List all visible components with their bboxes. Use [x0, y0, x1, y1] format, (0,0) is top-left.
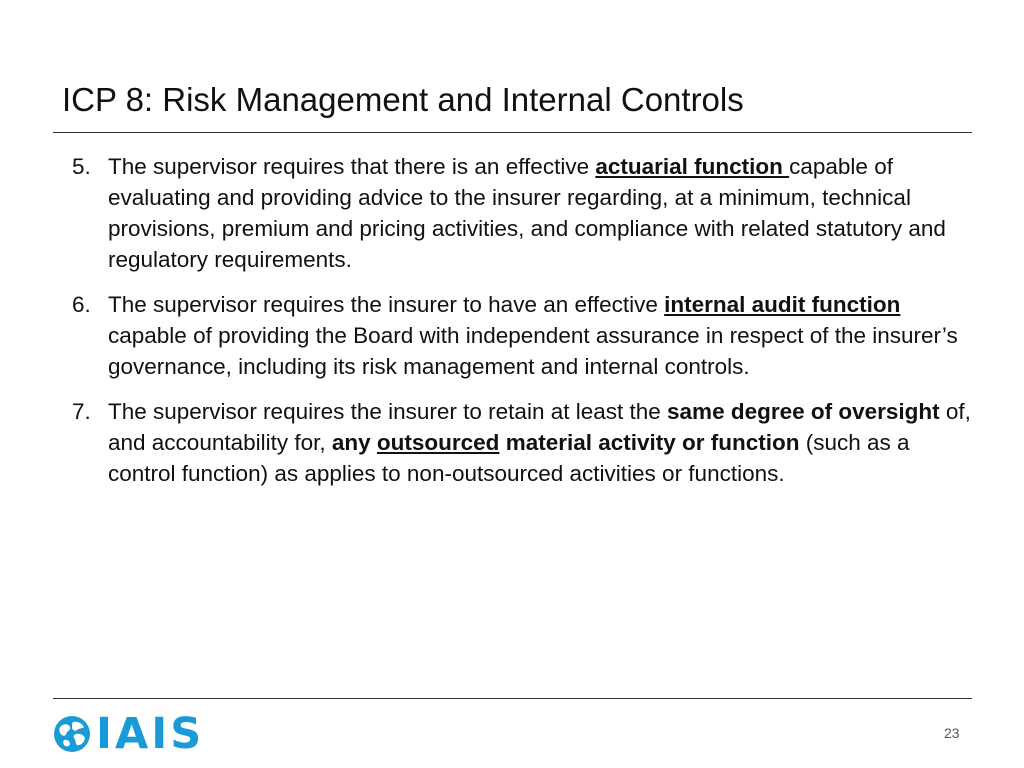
- item-text: capable of evaluating and providing advice to the insurer regarding, at a minimum, technical provisions, premium and pricing activities, and compliance with related statutory and regulatory requirements.: [108, 154, 946, 272]
- logo-text: IAIS: [96, 709, 205, 759]
- item-text: of, and accountability for,: [108, 399, 971, 455]
- item-text: The supervisor requires the insurer to have an effective: [108, 292, 665, 317]
- page-number: 23: [944, 725, 960, 741]
- item-emphasis: any: [331, 430, 377, 455]
- item-text: (such as a control function) as applies to non-outsourced activities or functions.: [108, 430, 910, 486]
- item-number: 6.: [72, 292, 91, 317]
- item-text: The supervisor requires the insurer to retain at least the: [108, 399, 668, 424]
- item-number: 7.: [72, 399, 91, 424]
- icp-item-list: [72, 151, 977, 503]
- item-emphasis: internal audit function: [664, 292, 901, 317]
- list-item: [72, 289, 977, 382]
- item-emphasis: material activity or function: [499, 430, 800, 455]
- item-emphasis: actuarial function: [595, 154, 790, 179]
- slide-title: ICP 8: Risk Management and Internal Controls: [62, 81, 744, 118]
- item-emphasis: same degree of oversight: [667, 399, 940, 424]
- iais-logo: [52, 709, 205, 759]
- globe-icon: [52, 714, 92, 754]
- item-emphasis: outsourced: [376, 430, 500, 455]
- item-text: The supervisor requires that there is an effective: [108, 154, 596, 179]
- item-text: capable of providing the Board with independent assurance in respect of the insurer’s governance, including its risk management and internal controls.: [108, 323, 958, 379]
- list-item: [72, 396, 977, 489]
- list-item: [72, 151, 977, 275]
- title-divider: [53, 132, 972, 133]
- footer-divider: [53, 698, 972, 699]
- item-number: 5.: [72, 154, 91, 179]
